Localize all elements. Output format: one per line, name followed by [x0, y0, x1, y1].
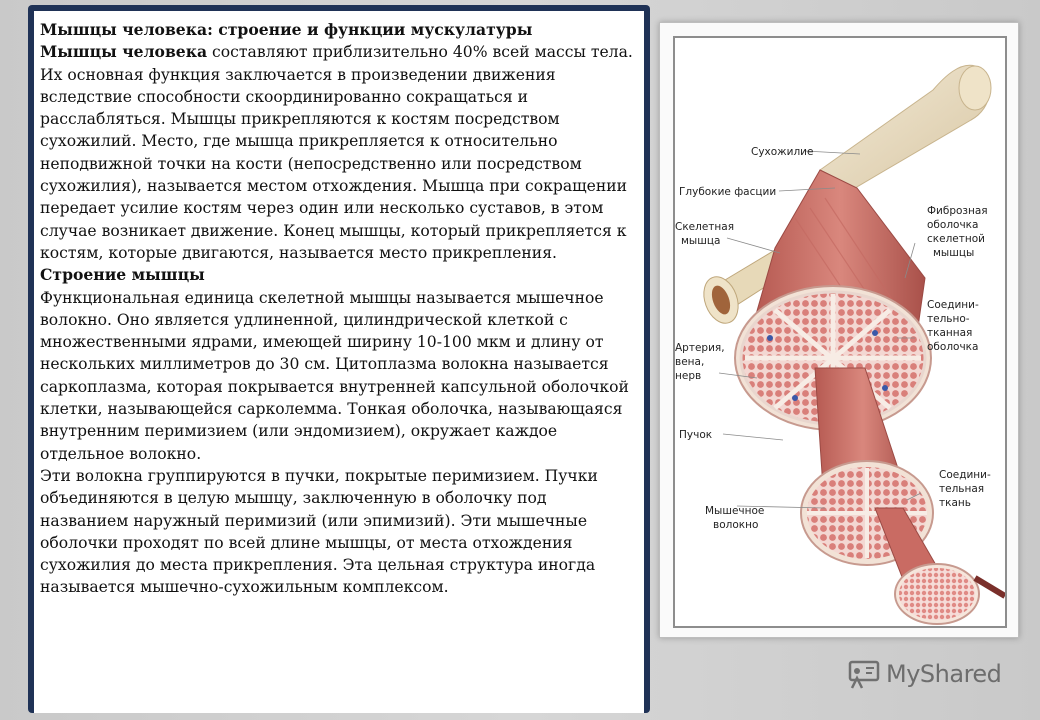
logo-text: MyShared: [886, 660, 1002, 688]
section-title: Строение мышцы: [40, 265, 205, 285]
myshared-logo: [846, 654, 1001, 694]
label-ct-2: тельная: [939, 483, 985, 495]
paragraph-1: Функциональная единица скелетной мышцы называется мышечное волокно. Оно является удлиненной, цилиндрической клеткой с множественными ядрами, имеющей ширину 10-100 мкм и длину от нескольких миллиметров до 30 см. Цитоплазма волокна называется саркоплазма, которая покрывается внутренней капсульной оболочкой клетки, называющейся сарколемма. Тонкая оболочка, называющаяся внутренним перимизием (или эндомизием), окружает каждое отдельное волокно.: [40, 288, 629, 463]
label-fiber-1: Мышечное: [705, 505, 765, 517]
label-skeletal-1: Скелетная: [675, 221, 735, 233]
paragraph-2: Эти волокна группируются в пучки, покрытые перимизием. Пучки объединяются в целую мышцу, заключенную в оболочку под названием наружный перимизий (или эпимизий). Эти мышечные оболочки проходят по всей длине мышцы, от места отхождения сухожилия до места прикрепления. Эта цельная структура иногда называется мышечно-сухожильным комплексом.: [40, 466, 598, 597]
label-vessels-1: Артерия,: [675, 342, 725, 354]
label-ct-sheath-2: тельно-: [927, 313, 970, 325]
label-fiber-2: волокно: [713, 519, 759, 531]
label-deep-fascia: Глубокие фасции: [679, 186, 777, 198]
label-fibrous-2: оболочка: [927, 219, 979, 231]
label-tendon: Сухожилие: [751, 146, 814, 158]
label-fibrous-4: мышцы: [933, 247, 975, 259]
label-ct-sheath-4: оболочка: [927, 341, 979, 353]
label-ct-3: ткань: [939, 497, 971, 509]
muscle-illustration: [675, 38, 1005, 626]
label-ct-sheath-3: тканная: [927, 327, 973, 339]
label-vessels-3: нерв: [675, 370, 702, 382]
intro-paragraph: [40, 41, 636, 264]
article-body: [34, 11, 644, 713]
teacher-board-icon: [846, 656, 882, 692]
figure-frame: [659, 22, 1019, 638]
label-ct-1: Соедини-: [939, 469, 991, 481]
label-fibrous-1: Фиброзная: [927, 205, 988, 217]
intro-bold: Мышцы человека: [40, 42, 208, 62]
label-bundle: Пучок: [679, 429, 713, 441]
muscle-structure-figure: [673, 36, 1007, 628]
intro-text: составляют приблизительно 40% всей массы тела. Их основная функция заключается в произведении движения вследствие способности скоординированно сокращаться и расслабляться. Мышцы прикрепляются к костям посредством сухожилий. Место, где мышца прикрепляется к относительно неподвижной точки на кости (непосредственно или посредством сухожилия), называется местом отхождения. Мышца при сокращении передает усилие костям через один или несколько суставов, в этом случае возникает движение. Конец мышцы, который прикрепляется к костям, которые двигаются, называется место прикрепления.: [40, 43, 633, 262]
text-panel: [28, 5, 650, 713]
label-vessels-2: вена,: [675, 356, 705, 368]
label-fibrous-3: скелетной: [927, 233, 985, 245]
article-title: Мышцы человека: строение и функции мускулатуры: [40, 20, 533, 39]
label-skeletal-2: мышца: [681, 235, 721, 247]
label-ct-sheath-1: Соедини-: [927, 299, 979, 311]
